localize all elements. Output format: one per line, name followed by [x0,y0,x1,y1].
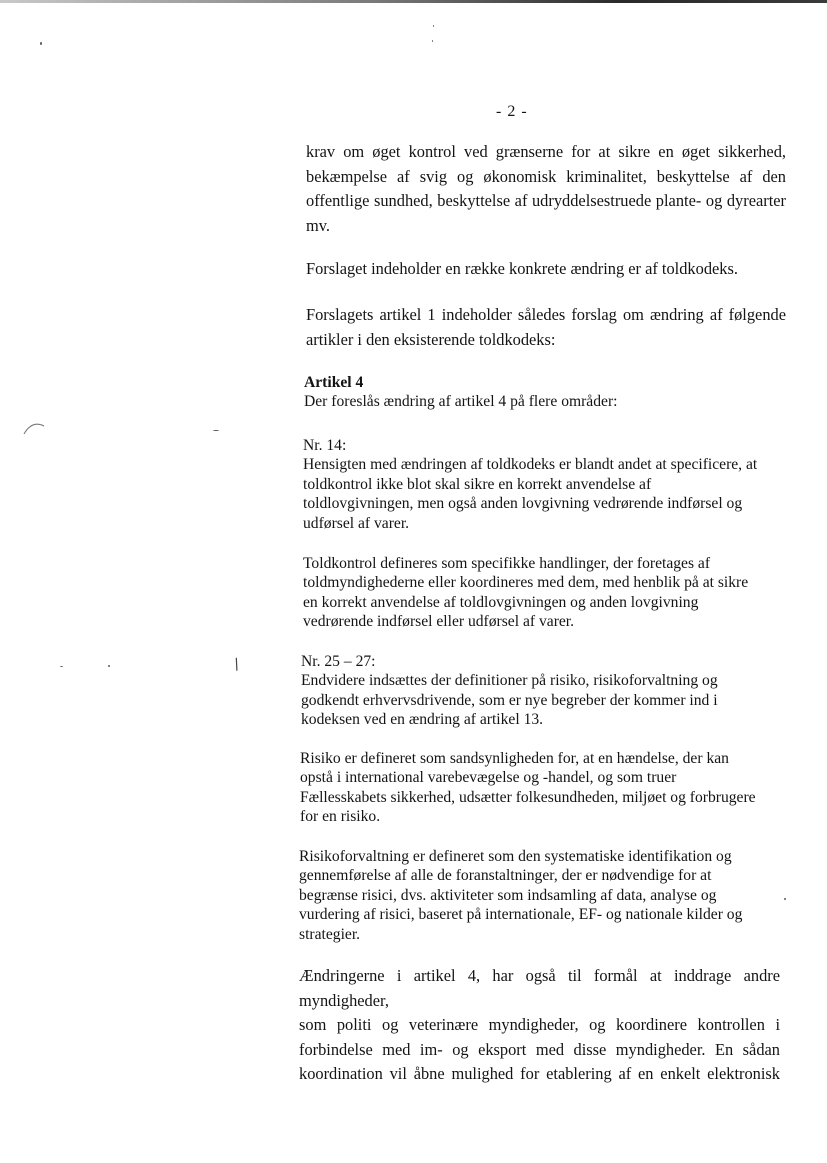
scan-speck [432,40,433,42]
scan-speck [213,430,219,431]
text-line: artikler i den eksisterende toldkodeks: [306,329,556,349]
text-line: Toldkontrol defineres som specifikke handlinger, der foretages af [303,555,711,572]
scan-smudge-mark: / [231,654,242,674]
text-line: Ændringerne i artikel 4, har også til formål at inddrage andre myndigheder, [299,966,780,1010]
article-heading: Artikel 4 [304,374,364,391]
text-line: opstå i international varebevægelse og -handel, og som truer [300,769,677,787]
article-4-section [304,373,784,412]
body-paragraph-intro [306,140,786,238]
article-intro: Der foreslås ændring af artikel 4 på flere områder: [304,393,618,411]
text-line: vedrørende indførsel eller udførsel af varer. [303,613,575,631]
body-paragraph-changes [306,257,786,282]
text-line: toldkontrol ikke blot skal sikre en korrekt anvendelse af [303,475,652,493]
scan-speck [108,665,110,667]
text-line: Forslaget indeholder en række konkrete ændring er af toldkodeks. [306,259,738,278]
scan-speck [784,898,786,900]
text-line: en korrekt anvendelse af toldlovgivningen og anden lovgivning [303,593,699,611]
nr-25-27-section [301,652,781,730]
text-line: udførsel af varer. [303,514,410,532]
text-line: krav om øget kontrol ved grænserne for at sikre en øget sikkerhed, [306,142,786,161]
scan-speck [433,25,434,27]
body-paragraph-coordination [299,964,780,1087]
text-line: begrænse risici, dvs. aktiviteter som indsamling af data, analyse og [299,886,717,904]
text-line: Hensigten med ændringen af toldkodeks er blandt andet at specificere, at [303,456,758,474]
toldkontrol-paragraph [303,554,783,632]
page-number: - 2 - [496,103,528,120]
text-line: mv. [306,215,330,235]
text-line: Risiko er defineret som sandsynligheden for, at en hændelse, der kan [300,750,729,767]
text-line: koordination vil åbne mulighed for etablering af en enkelt elektronisk [299,1064,780,1083]
nr-label: Nr. 25 – 27: [301,653,376,670]
text-line: vurdering af risici, baseret på internationale, EF- og nationale kilder og [299,906,743,924]
scan-curve-mark [22,418,52,438]
text-line: bekæmpelse af svig og økonomisk kriminalitet, beskyttelse af den [306,166,786,186]
body-paragraph-article1 [306,303,786,352]
text-line: som politi og veterinære myndigheder, og koordinere kontrollen i [299,1015,780,1034]
text-line: Fællesskabets sikkerhed, udsætter folkesundheden, miljøet og forbrugere [300,788,756,806]
text-line: for en risiko. [300,808,381,826]
text-line: strategier. [299,925,361,943]
text-line: Forslagets artikel 1 indeholder således forslag om ændring af følgende [306,305,786,324]
scan-speck [60,666,63,667]
text-line: godkendt erhvervsdrivende, som er nye begreber der kommer ind i [301,691,718,709]
text-line: kodeksen ved en ændring af artikel 13. [301,711,544,729]
nr-label: Nr. 14: [303,437,347,454]
text-line: toldlovgivningen, men også anden lovgivning vedrørende indførsel og [303,495,743,513]
scan-speck [40,42,42,45]
scan-top-edge [0,0,827,3]
text-line: gennemførelse af alle de foranstaltninger, der er nødvendige for at [299,867,712,885]
risiko-paragraph [300,749,784,827]
text-line: forbindelse med im- og eksport med disse myndigheder. En sådan [299,1039,780,1059]
text-line: Risikoforvaltning er defineret som den systematiske identifikation og [299,848,732,865]
nr-14-section [303,436,783,533]
text-line: toldmyndighederne eller koordineres med dem, med henblik på at sikre [303,574,749,592]
text-line: offentlige sundhed, beskyttelse af udryddelsestruede plante- og dyrearter [306,191,786,210]
text-line: Endvidere indsættes der definitioner på risiko, risikoforvaltning og [301,672,718,690]
risikoforvaltning-paragraph [299,847,783,944]
